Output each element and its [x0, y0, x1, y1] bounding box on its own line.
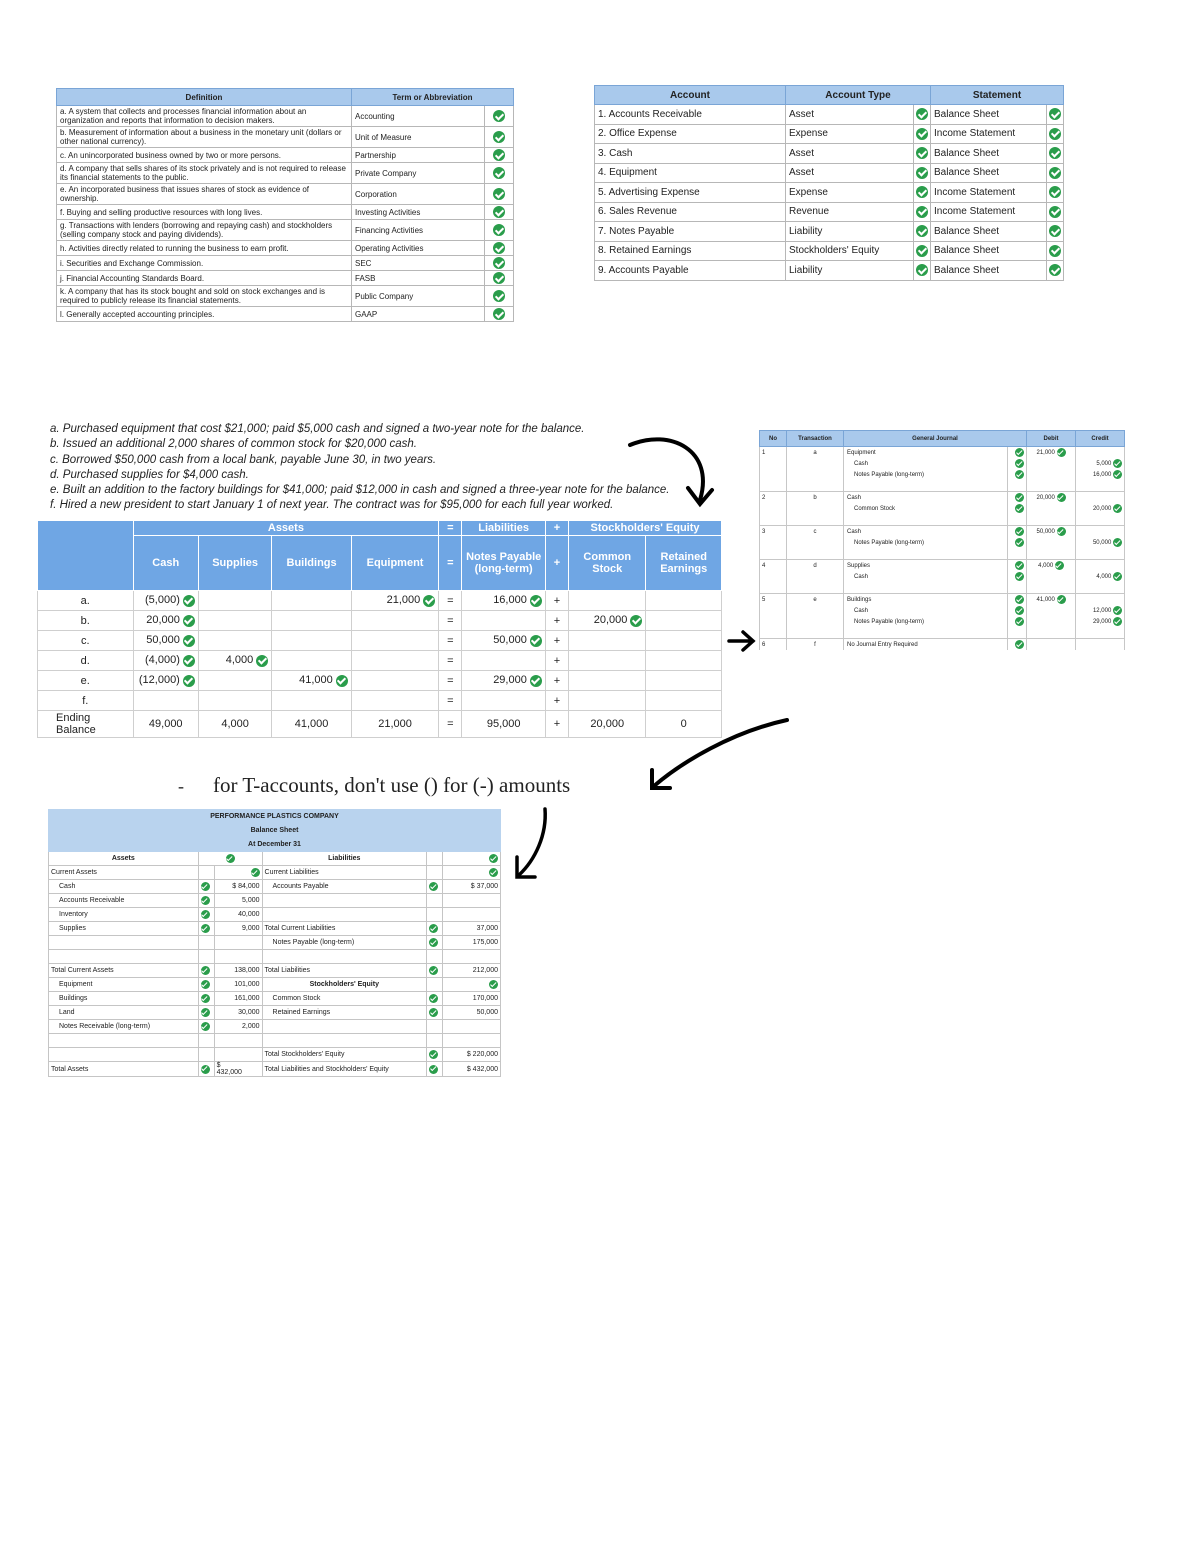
- check-icon: [493, 272, 505, 284]
- account-row: [595, 183, 1064, 203]
- row-label: c.: [38, 631, 134, 651]
- check-icon: [489, 980, 498, 989]
- retained-value: 0: [680, 718, 687, 730]
- equation-row: d. (4,000) 4,000 = +: [38, 651, 722, 671]
- ending-balance-row: Ending Balance 49,000 4,000 41,000 21,000 = 95,000 + 20,000 0: [38, 711, 722, 738]
- account-name: 1. Accounts Receivable: [595, 105, 786, 125]
- account-type: Asset: [786, 163, 914, 183]
- transaction-line: d. Purchased supplies for $4,000 cash.: [50, 468, 249, 481]
- check-icon: [1049, 206, 1061, 218]
- credit-value: 16,000: [1092, 472, 1112, 479]
- account-name: 9. Accounts Payable: [595, 261, 786, 281]
- assets-group-header: Assets: [133, 521, 439, 536]
- check-icon: [530, 675, 542, 687]
- check-icon: [1015, 561, 1024, 570]
- debit-value: 50,000: [1036, 529, 1055, 536]
- debit-value: 41,000: [1036, 597, 1055, 604]
- check-icon: [493, 242, 505, 254]
- check-icon: [916, 206, 928, 218]
- check-icon: [201, 1008, 210, 1017]
- check-icon: [201, 896, 210, 905]
- definition-header: Definition: [57, 89, 352, 106]
- journal-account: Notes Payable (long-term): [844, 616, 1008, 627]
- check-icon: [1113, 617, 1122, 626]
- buildings-col-header: Buildings: [272, 536, 351, 591]
- account-row: [595, 144, 1064, 164]
- cash-col-header: Cash: [133, 536, 198, 591]
- equation-row: a. (5,000) 21,000 = 16,000 +: [38, 591, 722, 611]
- account-type: Asset: [786, 144, 914, 164]
- statement-name: Balance Sheet: [931, 144, 1047, 164]
- notes-value: 95,000: [486, 718, 521, 730]
- journal-account: Cash: [844, 605, 1008, 616]
- company-name: PERFORMANCE PLASTICS COMPANY: [49, 810, 501, 824]
- credit-value: 12,000: [1092, 608, 1112, 615]
- account-type: Liability: [786, 222, 914, 242]
- check-icon: [916, 225, 928, 237]
- check-icon: [183, 635, 195, 647]
- equipment-value: 21,000: [378, 718, 412, 730]
- journal-line: [760, 605, 1125, 616]
- credit-value: 29,000: [1092, 619, 1112, 626]
- journal-line: [760, 503, 1125, 514]
- check-icon: [201, 1065, 210, 1074]
- row-label: a.: [38, 591, 134, 611]
- account-header: Account: [595, 86, 786, 105]
- definition-row: [57, 127, 514, 148]
- term-value: SEC: [352, 256, 485, 271]
- arrow-right-icon: [725, 628, 759, 654]
- check-icon: [1015, 527, 1024, 536]
- definition-row: [57, 106, 514, 127]
- check-icon: [489, 868, 498, 877]
- definition-row: [57, 163, 514, 184]
- check-icon: [226, 854, 235, 863]
- journal-line: [760, 537, 1125, 548]
- check-icon: [429, 938, 438, 947]
- check-icon: [201, 980, 210, 989]
- journal-line: [760, 571, 1125, 582]
- check-icon: [201, 994, 210, 1003]
- check-icon: [630, 615, 642, 627]
- supplies-value: 4,000: [221, 718, 249, 730]
- common-stock-col-header: Common Stock: [569, 536, 646, 591]
- notes-value: 50,000: [493, 634, 527, 647]
- check-icon: [423, 595, 435, 607]
- current-liabilities-label: Current Liabilities: [262, 866, 427, 880]
- statement-header: Statement: [931, 86, 1064, 105]
- term-value: Operating Activities: [352, 241, 485, 256]
- account-row: [595, 241, 1064, 261]
- definition-text: i. Securities and Exchange Commission.: [57, 256, 352, 271]
- row-label: d.: [38, 651, 134, 671]
- check-icon: [429, 1008, 438, 1017]
- check-icon: [493, 188, 505, 200]
- journal-line: 3 c Cash 50,000: [760, 526, 1125, 538]
- check-icon: [489, 854, 498, 863]
- term-value: Public Company: [352, 286, 485, 307]
- check-icon: [1049, 128, 1061, 140]
- account-row: [595, 105, 1064, 125]
- transaction-line: f. Hired a new president to start January 1 of next year. The contract was for $95,000 for each full year worked.: [50, 499, 614, 512]
- check-icon: [1057, 527, 1066, 536]
- transaction-line: a. Purchased equipment that cost $21,000; paid $5,000 cash and signed a two-year note for the balance.: [50, 423, 585, 435]
- definition-row: [57, 148, 514, 163]
- definitions-table: [56, 88, 514, 322]
- statement-date: At December 31: [49, 838, 501, 852]
- assets-header: Assets: [49, 852, 199, 866]
- account-row: [595, 202, 1064, 222]
- journal-line: 5 e Buildings 41,000: [760, 594, 1125, 606]
- cash-value: 20,000: [146, 614, 180, 627]
- transaction-line: c. Borrowed $50,000 cash from a local bank, payable June 30, in two years.: [50, 453, 437, 466]
- term-value: FASB: [352, 271, 485, 286]
- check-icon: [493, 224, 505, 236]
- statement-name: Balance Sheet: [931, 105, 1047, 125]
- term-value: GAAP: [352, 307, 485, 322]
- account-name: 4. Equipment: [595, 163, 786, 183]
- statement-title: Balance Sheet: [49, 824, 501, 838]
- debit-value: 20,000: [1036, 495, 1055, 502]
- term-value: Corporation: [352, 184, 485, 205]
- definition-row: [57, 220, 514, 241]
- check-icon: [1049, 167, 1061, 179]
- definition-text: k. A company that has its stock bought and sold on stock exchanges and is required to publicly release its financial statements.: [57, 286, 352, 307]
- statement-name: Income Statement: [931, 183, 1047, 203]
- check-icon: [183, 675, 195, 687]
- account-type: Expense: [786, 183, 914, 203]
- t-accounts-note: for T-accounts, don't use () for (-) amounts: [213, 773, 571, 797]
- credit-value: 20,000: [1092, 506, 1112, 513]
- account-name: 8. Retained Earnings: [595, 241, 786, 261]
- journal-account: Equipment: [844, 447, 1008, 459]
- check-icon: [429, 924, 438, 933]
- check-icon: [493, 110, 505, 122]
- balance-sheet-table: PERFORMANCE PLASTICS COMPANY Balance Sheet At December 31 Assets Liabilities Current Assets Current Liabilities Cash $ 84,000 Accounts Payable $ 37,000 Accounts Receivable 5,000 Inventory 40,000 Supplies 9,000 Total Current Liabilities 37,000 Notes Payable (long-term) 175,000 Total Current Assets 138,000 Total Liabilities 212,000 Equipment 101,000 Stockholders' Equity Buildings 161,000 Common Stock 170,000 Land 30,000 Retained Earnings 50,000 Notes Receivable (long-term) 2,000 Total Stockholders' Equity $ 220,000 Total Assets $ 432,000 Total Liabilities and Stockholders' Equity $ 432,000: [48, 809, 501, 1077]
- account-type: Revenue: [786, 202, 914, 222]
- check-icon: [1055, 561, 1064, 570]
- general-journal-table: [759, 430, 1125, 650]
- journal-line: [760, 458, 1125, 469]
- buildings-value: 41,000: [299, 674, 333, 687]
- equation-row: e. (12,000) 41,000 = 29,000 +: [38, 671, 722, 691]
- account-type: Liability: [786, 261, 914, 281]
- accounts-table: [594, 85, 1064, 281]
- journal-line: [760, 469, 1125, 480]
- equipment-value: 21,000: [386, 594, 421, 607]
- note-dash: -: [178, 776, 184, 796]
- check-icon: [336, 675, 348, 687]
- account-name: 6. Sales Revenue: [595, 202, 786, 222]
- check-icon: [493, 149, 505, 161]
- credit-value: 50,000: [1092, 540, 1112, 547]
- debit-value: 21,000: [1036, 450, 1055, 457]
- liabilities-group-header: Liabilities: [462, 521, 545, 536]
- check-icon: [256, 655, 268, 667]
- definition-row: [57, 241, 514, 256]
- check-icon: [201, 1022, 210, 1031]
- account-row: [595, 124, 1064, 144]
- check-icon: [530, 595, 542, 607]
- check-icon: [1015, 504, 1024, 513]
- check-icon: [251, 868, 260, 877]
- journal-account: Cash: [844, 492, 1008, 504]
- definition-text: j. Financial Accounting Standards Board.: [57, 271, 352, 286]
- account-name: 7. Notes Payable: [595, 222, 786, 242]
- journal-account: Cash: [844, 571, 1008, 582]
- definition-text: g. Transactions with lenders (borrowing and repaying cash) and stockholders (selling company stock and paying dividends).: [57, 220, 352, 241]
- row-label: f.: [38, 691, 134, 711]
- curved-arrow-right-icon: [620, 430, 720, 520]
- equipment-col-header: Equipment: [351, 536, 439, 591]
- account-type: Stockholders' Equity: [786, 241, 914, 261]
- account-name: 3. Cash: [595, 144, 786, 164]
- notes-value: 29,000: [493, 674, 527, 687]
- check-icon: [493, 290, 505, 302]
- credit-value: 4,000: [1096, 574, 1112, 581]
- liabilities-header: Liabilities: [262, 852, 427, 866]
- account-name: 5. Advertising Expense: [595, 183, 786, 203]
- check-icon: [493, 308, 505, 320]
- retained-earnings-col-header: Retained Earnings: [646, 536, 722, 591]
- check-icon: [1015, 448, 1024, 457]
- cash-value: 49,000: [148, 718, 183, 730]
- row-label: e.: [38, 671, 134, 691]
- journal-line: 4 d Supplies 4,000: [760, 560, 1125, 572]
- check-icon: [1015, 470, 1024, 479]
- term-value: Partnership: [352, 148, 485, 163]
- transaction-line: e. Built an addition to the factory buildings for $41,000; paid $12,000 in cash and signed a three-year note for the balance.: [50, 484, 670, 497]
- common-value: 20,000: [590, 718, 625, 730]
- journal-account: No Journal Entry Required: [844, 639, 1008, 651]
- statement-name: Balance Sheet: [931, 261, 1047, 281]
- statement-name: Balance Sheet: [931, 222, 1047, 242]
- buildings-value: 41,000: [294, 718, 329, 730]
- check-icon: [1113, 470, 1122, 479]
- check-icon: [1113, 606, 1122, 615]
- term-value: Private Company: [352, 163, 485, 184]
- check-icon: [1113, 572, 1122, 581]
- check-icon: [201, 966, 210, 975]
- equation-row: f. = +: [38, 691, 722, 711]
- supplies-col-header: Supplies: [198, 536, 271, 591]
- check-icon: [530, 635, 542, 647]
- term-value: Investing Activities: [352, 205, 485, 220]
- definition-text: c. An unincorporated business owned by two or more persons.: [57, 148, 352, 163]
- definition-row: [57, 286, 514, 307]
- definition-text: a. A system that collects and processes financial information about an organization and reports that information to decision makers.: [57, 106, 352, 127]
- check-icon: [1015, 493, 1024, 502]
- definition-row: [57, 205, 514, 220]
- journal-account: Notes Payable (long-term): [844, 537, 1008, 548]
- account-type: Expense: [786, 124, 914, 144]
- check-icon: [916, 128, 928, 140]
- journal-account: Common Stock: [844, 503, 1008, 514]
- check-icon: [916, 147, 928, 159]
- definition-text: l. Generally accepted accounting principles.: [57, 307, 352, 322]
- check-icon: [916, 167, 928, 179]
- arrow-down-left-icon: [505, 805, 555, 885]
- statement-name: Income Statement: [931, 124, 1047, 144]
- term-header: Term or Abbreviation: [352, 89, 514, 106]
- definition-text: b. Measurement of information about a business in the monetary unit (dollars or other national currency).: [57, 127, 352, 148]
- journal-account: Buildings: [844, 594, 1008, 606]
- debit-header: Debit: [1027, 431, 1076, 447]
- journal-account: Cash: [844, 526, 1008, 538]
- check-icon: [201, 924, 210, 933]
- check-icon: [1113, 504, 1122, 513]
- term-value: Accounting: [352, 106, 485, 127]
- definition-text: e. An incorporated business that issues shares of stock as evidence of ownership.: [57, 184, 352, 205]
- definition-row: [57, 307, 514, 322]
- check-icon: [1015, 606, 1024, 615]
- check-icon: [1049, 186, 1061, 198]
- check-icon: [1057, 595, 1066, 604]
- statement-name: Balance Sheet: [931, 241, 1047, 261]
- check-icon: [429, 1050, 438, 1059]
- debit-value: 4,000: [1038, 563, 1054, 570]
- check-icon: [1113, 538, 1122, 547]
- check-icon: [183, 595, 195, 607]
- row-label: Ending Balance: [38, 711, 134, 738]
- check-icon: [1015, 459, 1024, 468]
- equation-row: c. 50,000 = 50,000 +: [38, 631, 722, 651]
- definition-text: h. Activities directly related to running the business to earn profit.: [57, 241, 352, 256]
- check-icon: [1015, 617, 1024, 626]
- check-icon: [1049, 147, 1061, 159]
- general-journal-header: General Journal: [844, 431, 1027, 447]
- check-icon: [916, 186, 928, 198]
- check-icon: [916, 245, 928, 257]
- supplies-value: 4,000: [225, 654, 254, 667]
- check-icon: [1057, 448, 1066, 457]
- check-icon: [1015, 538, 1024, 547]
- row-label: b.: [38, 611, 134, 631]
- journal-line: 1 a Equipment 21,000: [760, 447, 1125, 459]
- cash-value: (12,000): [138, 674, 180, 687]
- definition-text: d. A company that sells shares of its stock privately and is not required to release its financial statements to the public.: [57, 163, 352, 184]
- credit-value: 5,000: [1096, 461, 1112, 468]
- equity-group-header: Stockholders' Equity: [569, 521, 722, 536]
- cash-value: (5,000): [145, 594, 180, 607]
- account-type: Asset: [786, 105, 914, 125]
- statement-name: Balance Sheet: [931, 163, 1047, 183]
- account-row: [595, 261, 1064, 281]
- credit-header: Credit: [1076, 431, 1125, 447]
- notes-value: 16,000: [493, 594, 527, 607]
- cash-value: 50,000: [146, 634, 180, 647]
- transactions-list: [50, 422, 690, 514]
- equity-header: Stockholders' Equity: [262, 978, 427, 992]
- check-icon: [1049, 245, 1061, 257]
- check-icon: [1113, 459, 1122, 468]
- check-icon: [1015, 572, 1024, 581]
- no-header: No: [760, 431, 787, 447]
- check-icon: [1015, 640, 1024, 649]
- check-icon: [916, 108, 928, 120]
- check-icon: [429, 882, 438, 891]
- journal-line: 6 f No Journal Entry Required: [760, 639, 1125, 651]
- transaction-line: b. Issued an additional 2,000 shares of common stock for $20,000 cash.: [50, 438, 417, 451]
- check-icon: [201, 882, 210, 891]
- statement-name: Income Statement: [931, 202, 1047, 222]
- journal-account: Cash: [844, 458, 1008, 469]
- account-type-header: Account Type: [786, 86, 931, 105]
- journal-account: Notes Payable (long-term): [844, 469, 1008, 480]
- definition-row: [57, 271, 514, 286]
- cash-value: (4,000): [145, 654, 180, 667]
- check-icon: [916, 264, 928, 276]
- definition-row: [57, 184, 514, 205]
- journal-line: [760, 616, 1125, 627]
- check-icon: [1015, 595, 1024, 604]
- check-icon: [1057, 493, 1066, 502]
- check-icon: [201, 910, 210, 919]
- check-icon: [429, 966, 438, 975]
- accounting-equation-table: Assets = Liabilities + Stockholders' Equity Cash Supplies Buildings Equipment = Notes Payable (long-term) + Common Stock Retained Earnings a. (5,000) 21,000 = 16,000 + b. 20,000 = + 20,000 c. 50,000 = 50,000 + d. (4,000) 4,000 = + e. (12,000) 41,000 = 29,000 + f. = + Ending Balance 49,000 4,000 41,000 21,000 = 95,000 + 20,000 0: [37, 520, 722, 738]
- journal-account: Supplies: [844, 560, 1008, 572]
- account-row: [595, 163, 1064, 183]
- account-row: [595, 222, 1064, 242]
- check-icon: [1049, 225, 1061, 237]
- account-name: 2. Office Expense: [595, 124, 786, 144]
- check-icon: [429, 994, 438, 1003]
- current-assets-label: Current Assets: [49, 866, 199, 880]
- check-icon: [493, 131, 505, 143]
- check-icon: [1049, 264, 1061, 276]
- check-icon: [183, 615, 195, 627]
- check-icon: [493, 257, 505, 269]
- check-icon: [429, 1065, 438, 1074]
- equation-row: b. 20,000 = + 20,000: [38, 611, 722, 631]
- common-value: 20,000: [593, 614, 628, 627]
- journal-line: 2 b Cash 20,000: [760, 492, 1125, 504]
- transaction-header: Transaction: [787, 431, 844, 447]
- notes-payable-col-header: Notes Payable (long-term): [462, 536, 545, 591]
- check-icon: [183, 655, 195, 667]
- term-value: Financing Activities: [352, 220, 485, 241]
- term-value: Unit of Measure: [352, 127, 485, 148]
- definition-row: [57, 256, 514, 271]
- check-icon: [1049, 108, 1061, 120]
- check-icon: [493, 206, 505, 218]
- definition-text: f. Buying and selling productive resources with long lives.: [57, 205, 352, 220]
- check-icon: [493, 167, 505, 179]
